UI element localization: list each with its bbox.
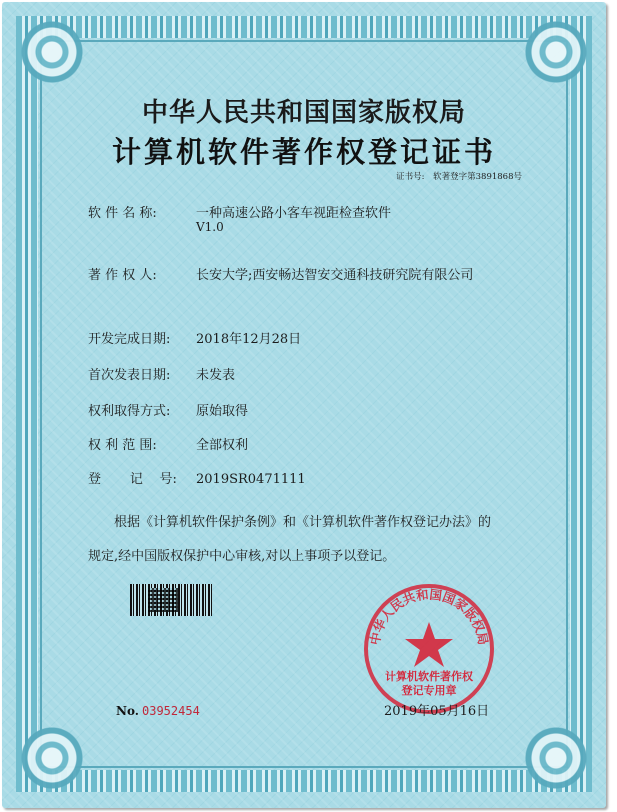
field-registration-number: [88, 468, 306, 487]
statement-line-2: 规定,经中国版权保护中心审核,对以上事项予以登记。: [88, 549, 396, 564]
field-rights-scope: [88, 434, 248, 453]
field-completion-date: [88, 328, 301, 347]
field-label: 登 记 号:: [88, 472, 177, 487]
serial-number: 03952454: [142, 704, 200, 718]
corner-ornament-icon: [510, 712, 602, 804]
field-label: 著 作 权 人:: [88, 268, 157, 283]
certificate-number: [396, 170, 522, 182]
field-label: 权 利 范 围:: [88, 438, 157, 453]
field-value: 原始取得: [196, 404, 249, 419]
statement-line-1: 根据《计算机软件保护条例》和《计算机软件著作权登记办法》的: [114, 515, 492, 530]
field-label: 开发完成日期:: [88, 332, 171, 347]
field-value: 2019SR0471111: [196, 472, 306, 487]
field-publish-date: [88, 364, 235, 383]
field-label: 权利取得方式:: [88, 404, 171, 419]
field-label: 软 件 名 称:: [88, 206, 157, 221]
corner-ornament-icon: [6, 712, 98, 804]
software-version: V1.0: [196, 220, 224, 234]
certificate: [2, 2, 606, 808]
corner-ornament-icon: [510, 6, 602, 98]
issuer-title: 中华人民共和国国家版权局: [141, 98, 466, 128]
field-value: 2018年12月28日: [196, 332, 302, 347]
certificate-title: 计算机软件著作权登记证书: [111, 135, 496, 169]
barcode-pattern-icon: [148, 588, 178, 612]
certificate-number-value: 软著登字第3891868号: [433, 172, 522, 182]
field-software-name: [88, 202, 391, 221]
field-copyright-owner: [88, 264, 473, 283]
serial-label: No.: [116, 704, 139, 718]
field-label: 首次发表日期:: [88, 368, 171, 383]
field-value: 未发表: [196, 368, 236, 383]
field-acquisition-method: [88, 400, 248, 419]
seal-line-2: 登记专用章: [401, 684, 457, 697]
field-value: 长安大学;西安畅达智安交通科技研究院有限公司: [196, 268, 474, 283]
seal-ring-text: 中华人民共和国国家版权局: [366, 586, 492, 647]
field-value: 全部权利: [196, 438, 249, 453]
certificate-number-label: 证书号:: [396, 172, 425, 182]
field-value: 一种高速公路小客车视距检查软件: [196, 206, 392, 221]
issue-date: 2019年05月16日: [384, 704, 490, 719]
corner-ornament-icon: [6, 6, 98, 98]
seal-line-1: 计算机软件著作权: [385, 670, 473, 683]
official-seal-icon: [362, 582, 496, 716]
